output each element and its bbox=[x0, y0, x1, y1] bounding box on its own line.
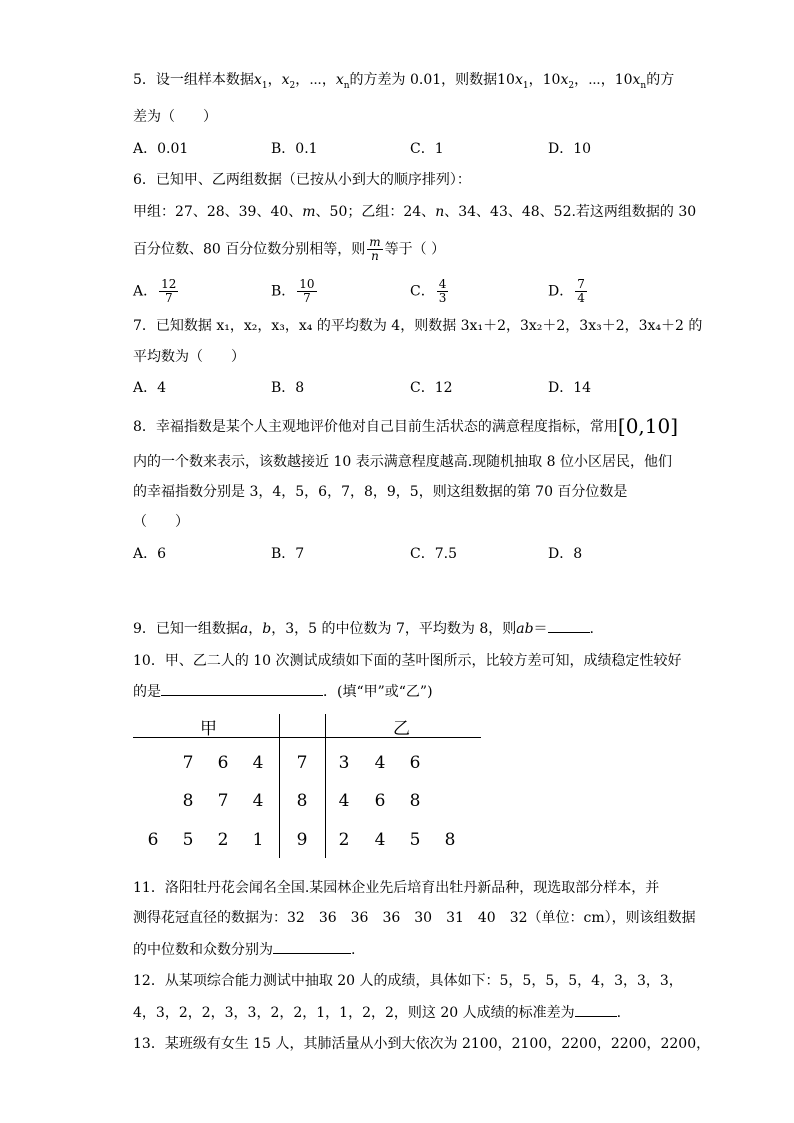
stem: 8 bbox=[296, 791, 308, 811]
leaf-left: 6 bbox=[147, 830, 159, 850]
q8-line2: 内的一个数来表示，该数越接近 10 表示满意程度越高.现随机抽取 8 位小区居民，他们 bbox=[133, 454, 672, 470]
q6-option-a[interactable]: A． $\frac{12}{7}$ bbox=[133, 277, 177, 305]
q8-line3: 的幸福指数分别是 3，4，5，6，7，8，9，5，则这组数据的第 70 百分位数是 bbox=[133, 484, 628, 500]
q11-answer-blank[interactable] bbox=[273, 939, 351, 954]
leaf-right: 2 bbox=[338, 830, 350, 850]
q6-option-d[interactable]: D． $\frac{7}{4}$ bbox=[548, 277, 585, 305]
leaf-right: 4 bbox=[338, 791, 350, 811]
q6-line1: 6．已知甲、乙两组数据（已按从小到大的顺序排列）： bbox=[133, 172, 471, 188]
leaf-left: 6 bbox=[217, 753, 229, 773]
q9-line1: 9．已知一组数据a，b，3，5 的中位数为 7，平均数为 8，则ab＝ . bbox=[133, 618, 594, 639]
q11-line2: 测得花冠直径的数据为：32 36 36 36 30 31 40 32（单位：cm），则该组数据 bbox=[133, 910, 696, 926]
q8-option-a[interactable]: A．6 bbox=[133, 546, 167, 562]
q13-line1: 13．某班级有女生 15 人，其肺活量从小到大依次为 2100，2100，2200，2200，2200， bbox=[133, 1036, 711, 1052]
stem: 7 bbox=[296, 753, 308, 773]
q9-answer-blank[interactable] bbox=[548, 618, 590, 633]
q5-option-d[interactable]: D．10 bbox=[548, 141, 592, 157]
q7-line2: 平均数为（ ） bbox=[133, 349, 245, 365]
q11-line1: 11．洛阳牡丹花会闻名全国.某园林企业先后培育出牡丹新品种，现选取部分样本，并 bbox=[133, 880, 660, 896]
q11-line3: 的中位数和众数分别为 . bbox=[133, 939, 355, 960]
stem-leaf-divider-left bbox=[279, 714, 280, 858]
stem-leaf-horizontal-line bbox=[133, 737, 481, 738]
leaf-left: 4 bbox=[252, 791, 264, 811]
leaf-left: 8 bbox=[182, 791, 194, 811]
q8-option-d[interactable]: D．8 bbox=[548, 546, 583, 562]
leaf-right: 5 bbox=[409, 830, 421, 850]
q10-line2: 的是 ．(填“甲”或“乙”) bbox=[133, 681, 433, 702]
stem-leaf-divider-right bbox=[325, 714, 326, 858]
q12-line2: 4，3，2，2，3，3，2，2，1，1，2，2，则这 20 人成绩的标准差为 . bbox=[133, 1002, 621, 1023]
q6-fraction: $\frac{m}{n}$ bbox=[369, 235, 381, 263]
q12-line1: 12．从某项综合能力测试中抽取 20 人的成绩，具体如下：5，5，5，5，4，3，3，3， bbox=[133, 973, 683, 989]
leaf-right: 8 bbox=[444, 830, 456, 850]
q5-option-a[interactable]: A．0.01 bbox=[133, 141, 189, 157]
q8-option-c[interactable]: C．7.5 bbox=[410, 546, 457, 562]
leaf-left: 5 bbox=[182, 830, 194, 850]
q8-line4: （ ） bbox=[133, 514, 189, 530]
leaf-right: 6 bbox=[374, 791, 386, 811]
q8-option-b[interactable]: B．7 bbox=[271, 546, 305, 562]
q7-option-c[interactable]: C．12 bbox=[410, 380, 453, 396]
q5-line1: 5．设一组样本数据$x_1$，$x_2$，⋯，$x_n$的方差为 0.01，则数据$10x_1$，$10x_2$，⋯，$10x_n$的方 bbox=[133, 72, 675, 91]
stem: 9 bbox=[296, 830, 308, 850]
leaf-left: 4 bbox=[252, 753, 264, 773]
q7-line1: 7．已知数据 x₁，x₂，x₃，x₄ 的平均数为 4，则数据 3x₁＋2，3x₂＋2，3x₃＋2，3x₄＋2 的 bbox=[133, 318, 703, 334]
q6-option-c[interactable]: C． $\frac{4}{3}$ bbox=[410, 277, 447, 305]
q7-option-a[interactable]: A．4 bbox=[133, 380, 167, 396]
leaf-left: 1 bbox=[252, 830, 264, 850]
leaf-right: 6 bbox=[409, 753, 421, 773]
q7-option-b[interactable]: B．8 bbox=[271, 380, 305, 396]
q6-line2: 甲组：27、28、39、40、m、50；乙组：24、n、34、43、48、52.若这两组数据的 30 bbox=[133, 204, 697, 220]
leaf-right: 3 bbox=[338, 753, 350, 773]
q10-answer-blank[interactable] bbox=[161, 681, 323, 696]
leaf-right: 4 bbox=[374, 753, 386, 773]
stem-leaf-header-left: 甲 bbox=[200, 719, 217, 739]
q6-line3: 百分位数、80 百分位数分别相等，则 $\frac{m}{n}$ 等于（ ） bbox=[133, 235, 446, 263]
leaf-left: 7 bbox=[182, 753, 194, 773]
q5-line2: 差为（ ） bbox=[133, 109, 217, 125]
q5-option-c[interactable]: C．1 bbox=[410, 141, 444, 157]
q8-line1: 8．幸福指数是某个人主观地评价他对自己目前生活状态的满意程度指标，常用[0,10] bbox=[133, 414, 679, 438]
q6-option-b[interactable]: B． $\frac{10}{7}$ bbox=[271, 277, 315, 305]
q12-answer-blank[interactable] bbox=[575, 1002, 617, 1017]
leaf-left: 2 bbox=[217, 830, 229, 850]
leaf-right: 8 bbox=[409, 791, 421, 811]
q7-option-d[interactable]: D．14 bbox=[548, 380, 592, 396]
q5-option-b[interactable]: B．0.1 bbox=[271, 141, 318, 157]
leaf-right: 4 bbox=[374, 830, 386, 850]
stem-leaf-header-right: 乙 bbox=[393, 719, 410, 739]
q10-line1: 10．甲、乙二人的 10 次测试成绩如下面的茎叶图所示，比较方差可知，成绩稳定性较好 bbox=[133, 653, 682, 669]
leaf-left: 7 bbox=[217, 791, 229, 811]
